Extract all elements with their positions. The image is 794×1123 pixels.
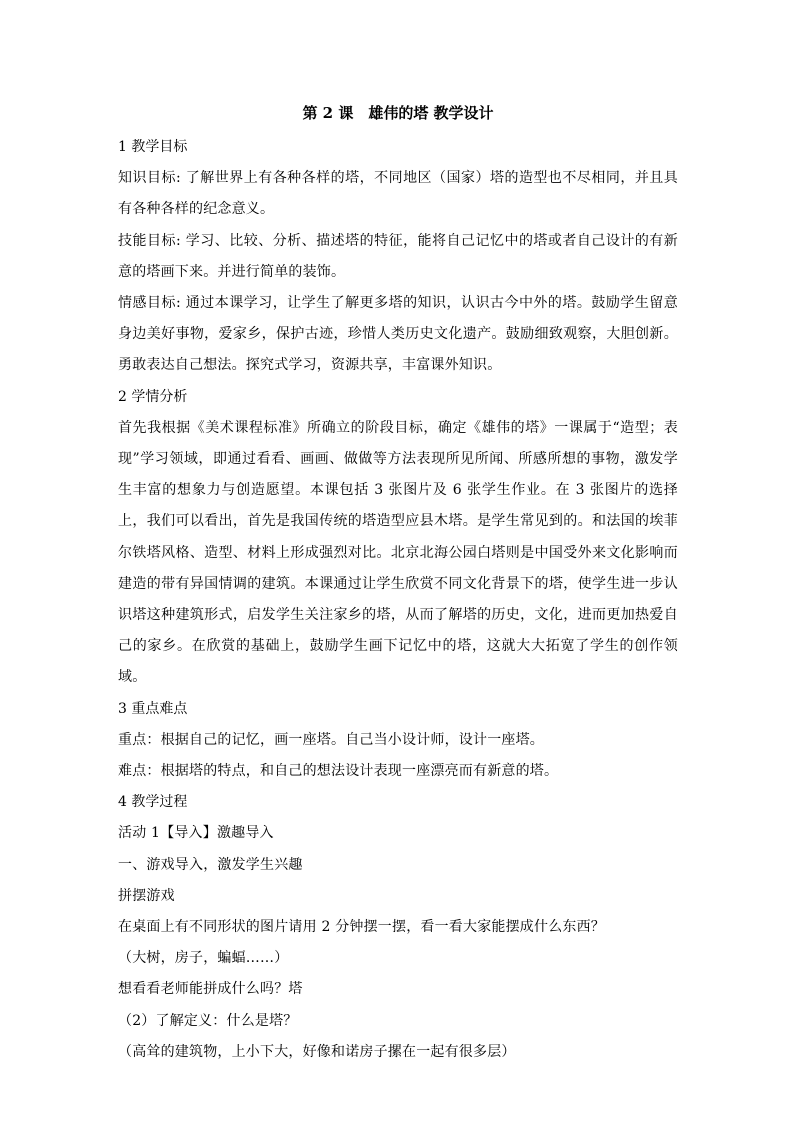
paragraph-emotion-goal: 情感目标: 通过本课学习，让学生了解更多塔的知识，认识古今中外的塔。鼓励学生留意身边美好事物，爱家乡，保护古迹，珍惜人类历史文化遗产。鼓励细致观察，大胆创新。勇敢表达自己想法。探究式学习，资源共享，丰富课外知识。 [118,295,678,374]
paragraph-definition-answer: （高耸的建筑物，上小下大，好像和诺房子摞在一起有很多层） [118,1043,516,1060]
paragraph-analysis: 首先我根据《美术课程标准》所确立的阶段目标，确定《雄伟的塔》一课属于“造型；表现”学习领域，即通过看看、画画、做做等方法表现所见所闻、所感所想的事物，激发学生丰富的想象力与创造愿望。本课包括 3 张图片及 6 张学生作业。在 3 张图片的选择上，我们可以看出，首先是我国传统的塔造型应县木塔。是学生常见到的。和法国的埃菲尔铁塔风格、造型、材料上形成强烈对比。北京北海公园白塔则是中国受外来文化影响而建造的带有异国情调的建筑。本课通过让学生欣赏不同文化背景下的塔，使学生进一步认识塔这种建筑形式，启发学生关注家乡的塔，从而了解塔的历史，文化，进而更加热爱自己的家乡。在欣赏的基础上，鼓励学生画下记忆中的塔，这就大大拓宽了学生的创作领域。 [118,419,678,686]
paragraph-game-intro: 一、游戏导入，激发学生兴趣 [118,856,303,873]
paragraph-knowledge-goal: 知识目标: 了解世界上有各种各样的塔，不同地区（国家）塔的造型也不尽相同，并且具有各种各样的纪念意义。 [118,170,678,218]
section-heading-analysis: 2 学情分析 [118,388,188,405]
paragraph-difficulty: 难点：根据塔的特点，和自己的想法设计表现一座漂亮而有新意的塔。 [118,763,559,780]
paragraph-definition: （2）了解定义：什么是塔？ [118,1012,298,1029]
paragraph-examples: （大树，房子，蝙蝠……） [118,950,289,967]
page-title: 第 2 课 雄伟的塔 教学设计 [302,104,494,122]
section-heading-key-points: 3 重点难点 [118,700,188,717]
section-heading-process: 4 教学过程 [118,794,188,811]
paragraph-teacher-question: 想看看老师能拼成什么吗？塔 [118,981,303,998]
paragraph-instruction: 在桌面上有不同形状的图片请用 2 分钟摆一摆，看一看大家能摆成什么东西？ [118,919,606,936]
document-body [118,102,678,1068]
paragraph-key-point: 重点：根据自己的记忆，画一座塔。自己当小设计师，设计一座塔。 [118,731,544,748]
paragraph-activity-1: 活动 1【导入】激趣导入 [118,825,274,842]
section-heading-objectives: 1 教学目标 [118,139,188,155]
paragraph-puzzle-game: 拼摆游戏 [118,887,175,904]
paragraph-skill-goal: 技能目标: 学习、比较、分析、描述塔的特征，能将自己记忆中的塔或者自己设计的有新意的塔画下来。并进行简单的装饰。 [118,232,678,280]
